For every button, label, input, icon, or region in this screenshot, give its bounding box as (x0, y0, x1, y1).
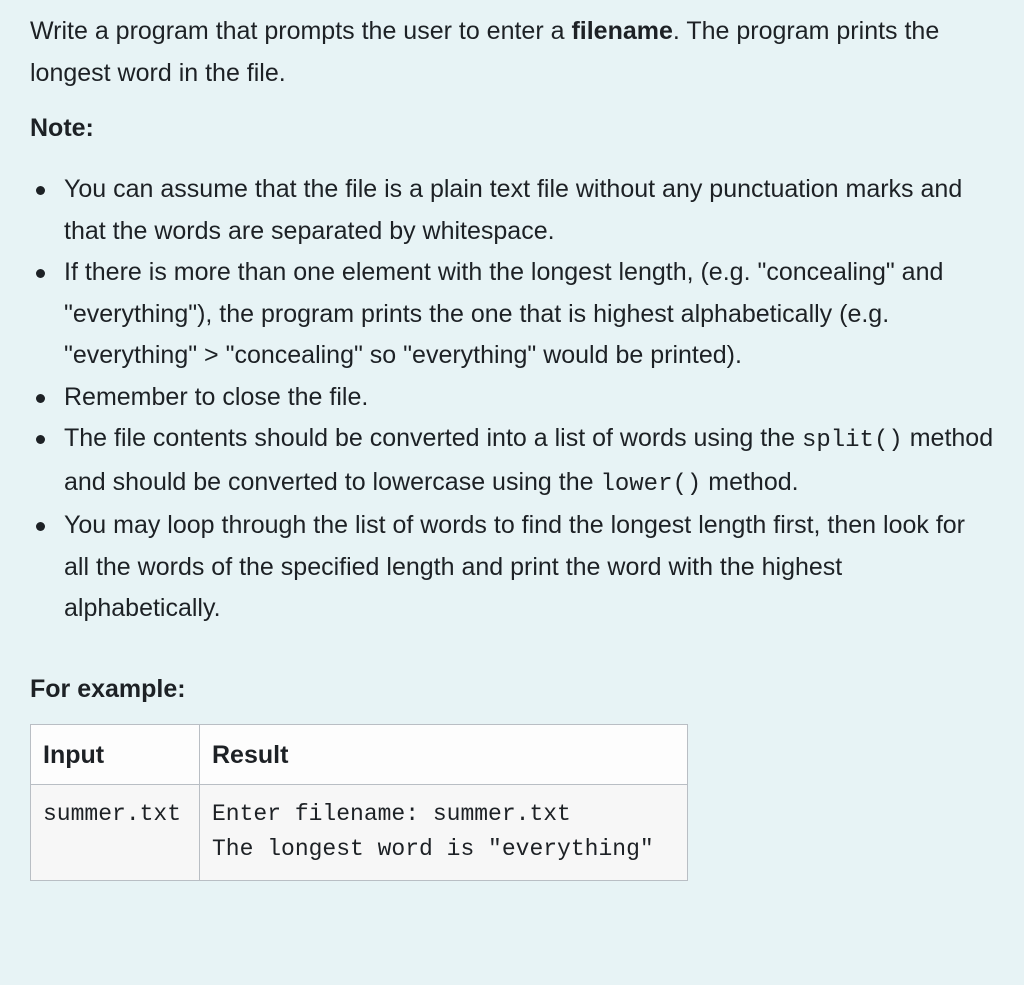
table-row (31, 784, 688, 880)
intro-text-after: . The program prints the longest word in the file. (30, 17, 940, 87)
note-item-5: You may loop through the list of words to find the longest length first, then look for all the words of the specified length and print the word with the highest alphabetically. (30, 505, 994, 630)
code-split: split() (801, 427, 903, 454)
note-item-4 (30, 418, 994, 505)
intro-bold-filename: filename (571, 17, 673, 45)
example-heading: For example: (30, 674, 186, 703)
note-4-text-part1: The file contents should be converted into a list of words using the (64, 424, 802, 452)
code-lower: lower() (600, 470, 702, 498)
note-4-text-part2: method and should be converted to lowercase using the (64, 424, 994, 496)
note-item-3: Remember to close the file. (30, 377, 994, 419)
header-result: Result (200, 724, 688, 784)
note-item-1: You can assume that the file is a plain text file without any punctuation marks and that the words are separated by whitespace. (30, 169, 994, 252)
example-table (30, 724, 688, 881)
notes-list (30, 169, 994, 630)
intro-text-before: Write a program that prompts the user to enter a (30, 17, 572, 45)
header-input: Input (31, 724, 200, 784)
note-heading: Note: (30, 114, 94, 142)
cell-result: Enter filename: summer.txt The longest word is "everything" (200, 784, 688, 880)
note-item-2: If there is more than one element with the longest length, (e.g. "concealing" and "everything"), the program prints the one that is highest alphabetically (e.g. "everything" > "concealing" so "everything" would be printed). (30, 252, 994, 377)
question-intro (30, 10, 994, 94)
note-4-text-part3: method. (701, 467, 799, 496)
cell-input: summer.txt (31, 784, 200, 880)
table-header-row (31, 724, 688, 784)
